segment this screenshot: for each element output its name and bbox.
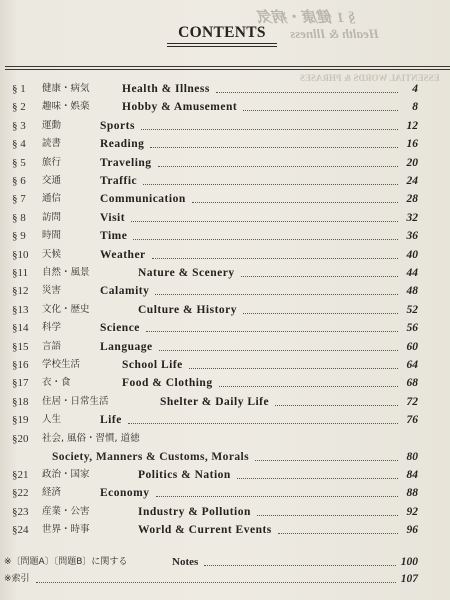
contents-entry (12, 374, 418, 392)
contents-entry (12, 282, 418, 300)
contents-entry (12, 227, 418, 245)
dot-leader (133, 239, 398, 241)
entry-english: Communication (100, 193, 186, 205)
dot-leader (155, 294, 398, 296)
contents-entry (12, 319, 418, 337)
entry-english: Health & Illness (122, 83, 210, 95)
entry-page: 36 (406, 230, 418, 242)
entry-page: 40 (406, 249, 418, 261)
entry-page: 32 (406, 212, 418, 224)
section-number: § 4 (12, 138, 26, 150)
entry-page: 72 (406, 396, 418, 408)
section-number: § 1 (12, 83, 26, 95)
footer-japanese: ※索引 (4, 574, 30, 584)
entry-english: Economy (100, 487, 150, 499)
section-number: § 5 (12, 157, 26, 169)
entry-english: Industry & Pollution (138, 506, 251, 518)
footer-page: 107 (400, 573, 418, 585)
dot-leader (241, 276, 398, 278)
bleed-through-text: § 1 健康・病気 (258, 10, 356, 26)
section-number: §21 (12, 469, 29, 481)
section-number: §16 (12, 359, 29, 371)
contents-entry (12, 190, 418, 208)
dot-leader (150, 147, 398, 149)
entry-english: Hobby & Amusement (122, 101, 238, 113)
contents-entry (12, 80, 418, 98)
contents-entry (12, 98, 418, 116)
entry-page: 88 (406, 487, 418, 499)
dot-leader (128, 423, 398, 425)
entry-english: Sports (100, 120, 135, 132)
contents-entry (12, 154, 418, 172)
section-number: § 2 (12, 101, 26, 113)
dot-leader (204, 565, 396, 566)
section-number: §22 (12, 487, 29, 499)
section-number: § 8 (12, 212, 26, 224)
entry-page: 12 (406, 120, 418, 132)
section-number: §18 (12, 396, 29, 408)
contents-entry (12, 135, 418, 153)
contents-entry (12, 356, 418, 374)
entry-english: Traffic (100, 175, 138, 187)
page-title (167, 24, 277, 42)
dot-leader (146, 331, 398, 333)
entry-japanese: 天候 (42, 249, 62, 260)
entry-english: School Life (122, 359, 183, 371)
entry-english: Calamity (100, 285, 150, 297)
dot-leader (158, 166, 398, 168)
entry-page: 56 (406, 322, 418, 334)
dot-leader (275, 405, 398, 407)
dot-leader (141, 129, 398, 131)
continuation-line (52, 448, 418, 466)
contents-entry (12, 209, 418, 227)
entry-page: 60 (406, 341, 418, 353)
section-number: §14 (12, 322, 29, 334)
section-number: §17 (12, 377, 29, 389)
section-number: §12 (12, 285, 29, 297)
contents-entry (12, 521, 418, 539)
entry-english: Science (100, 322, 140, 334)
dot-leader (243, 110, 398, 112)
dot-leader (257, 515, 398, 517)
entry-page: 48 (406, 285, 418, 297)
entry-japanese: 経済 (42, 487, 62, 498)
entry-english: World & Current Events (138, 524, 272, 536)
entry-page: 84 (406, 469, 418, 481)
section-number: §20 (12, 433, 29, 445)
entry-japanese: 時間 (42, 230, 62, 241)
dot-leader (255, 460, 398, 461)
entry-page: 52 (406, 304, 418, 316)
dot-leader (237, 478, 398, 480)
title-underline (167, 43, 277, 44)
entry-english: Traveling (100, 157, 152, 169)
section-number: §19 (12, 414, 29, 426)
entry-english: Life (100, 414, 122, 426)
entry-japanese: 学校生活 (42, 359, 81, 370)
entry-japanese: 住居・日常生活 (42, 396, 109, 407)
section-number: § 6 (12, 175, 26, 187)
contents-entry (12, 117, 418, 135)
entry-japanese: 文化・歴史 (42, 304, 90, 315)
contents-entry (12, 338, 418, 356)
entry-page: 4 (412, 83, 418, 95)
entry-japanese: 政治・国家 (42, 469, 90, 480)
entry-japanese: 産業・公害 (42, 506, 90, 517)
dot-leader (156, 496, 398, 498)
dot-leader (219, 386, 398, 388)
bleed-through-text: ESSENTIAL WORDS & PHRASES (300, 73, 440, 83)
entry-english: Politics & Nation (138, 469, 231, 481)
entry-english: Shelter & Daily Life (160, 396, 270, 408)
page-title-text: CONTENTS (178, 24, 266, 41)
entry-page: 8 (412, 101, 418, 113)
contents-entry (12, 301, 418, 319)
entry-english: Visit (100, 212, 126, 224)
entry-japanese: 衣・食 (42, 377, 71, 388)
dot-leader (131, 221, 398, 223)
entry-page: 92 (406, 506, 418, 518)
dot-leader (189, 368, 398, 370)
entry-page: 16 (406, 138, 418, 150)
contents-entry (12, 264, 418, 282)
entry-japanese: 社会, 風俗・習慣, 道徳 (42, 433, 140, 444)
section-number: §23 (12, 506, 29, 518)
title-underline (167, 46, 277, 47)
entry-japanese: 世界・時事 (42, 524, 90, 535)
entry-japanese: 運動 (42, 120, 62, 131)
top-rule (5, 69, 450, 70)
dot-leader (36, 582, 396, 583)
dot-leader (159, 350, 398, 352)
entry-japanese: 旅行 (42, 157, 62, 168)
entry-japanese: 自然・風景 (42, 267, 90, 278)
section-number: §10 (12, 249, 29, 261)
contents-entry (12, 393, 418, 411)
dot-leader (243, 313, 398, 315)
entry-japanese: 災害 (42, 285, 62, 296)
section-number: § 9 (12, 230, 26, 242)
dot-leader (278, 533, 398, 535)
contents-entry (12, 172, 418, 190)
entry-english: Weather (100, 249, 146, 261)
footer-entry (4, 554, 418, 570)
entry-japanese: 健康・病気 (42, 83, 90, 94)
section-number: §13 (12, 304, 29, 316)
entry-english: Society, Manners & Customs, Morals (52, 451, 249, 463)
entry-page: 80 (406, 451, 418, 463)
dot-leader (192, 202, 398, 204)
entry-english: Food & Clothing (122, 377, 213, 389)
contents-entry (12, 411, 418, 429)
contents-entry (12, 466, 418, 484)
section-number: §24 (12, 524, 29, 536)
section-number: §15 (12, 341, 29, 353)
entry-japanese: 人生 (42, 414, 62, 425)
entry-japanese: 科学 (42, 322, 62, 333)
entry-japanese: 言語 (42, 341, 62, 352)
entry-japanese: 読書 (42, 138, 62, 149)
entry-japanese: 趣味・娯楽 (42, 101, 90, 112)
dot-leader (216, 92, 398, 94)
entry-english: Reading (100, 138, 145, 150)
section-number: § 7 (12, 193, 26, 205)
entry-page: 20 (406, 157, 418, 169)
entry-english: Language (100, 341, 153, 353)
top-rule (5, 66, 450, 67)
entry-page: 24 (406, 175, 418, 187)
dot-leader (143, 184, 398, 186)
contents-entry (12, 484, 418, 502)
section-number: §11 (12, 267, 29, 279)
entry-japanese: 訪問 (42, 212, 62, 223)
entry-japanese: 交通 (42, 175, 62, 186)
footer-english: Notes (172, 556, 199, 568)
dot-leader (152, 258, 398, 260)
entry-page: 76 (406, 414, 418, 426)
entry-page: 64 (406, 359, 418, 371)
contents-entry (12, 430, 418, 448)
footer-page: 100 (400, 556, 418, 568)
bleed-through-text: Health & Illness (290, 26, 379, 41)
entry-page: 96 (406, 524, 418, 536)
entry-english: Culture & History (138, 304, 238, 316)
entry-english: Nature & Scenery (138, 267, 235, 279)
entry-english: Time (100, 230, 128, 242)
footer-japanese: ※〔問題A〕〔問題B〕に関する (4, 557, 128, 567)
entry-page: 28 (406, 193, 418, 205)
contents-entry (12, 503, 418, 521)
section-number: § 3 (12, 120, 26, 132)
footer-entry (4, 571, 418, 587)
entry-page: 68 (406, 377, 418, 389)
entry-page: 44 (406, 267, 418, 279)
entry-japanese: 通信 (42, 193, 62, 204)
contents-entry (12, 246, 418, 264)
